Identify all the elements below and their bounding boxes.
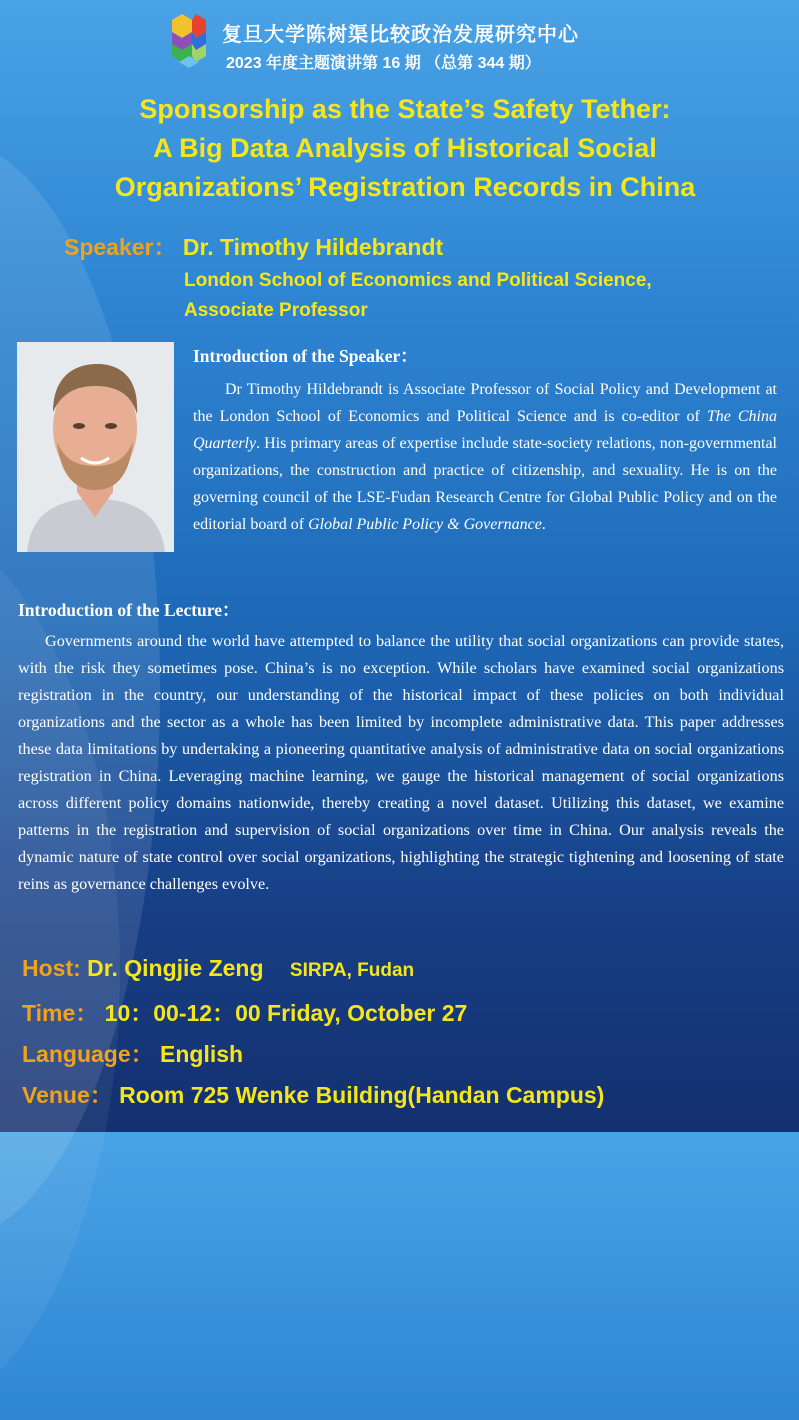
title-line-3: Organizations’ Registration Records in China [114,172,696,202]
time-line [22,995,467,1028]
host-line [22,955,414,982]
journal-title-china-quarterly: The China Quarterly [193,408,777,452]
language-line [22,1036,243,1069]
language-value: English [160,1041,244,1067]
time-label: Time： [22,1000,99,1026]
speaker-introduction-heading: Introduction of the Speaker： [193,346,418,366]
speaker-portrait-icon [17,342,174,552]
header [170,12,730,82]
host-label: Host: [22,955,81,981]
speaker-introduction-text [193,376,777,538]
venue-line [22,1077,604,1110]
lecture-series-number: 2023 年度主题演讲第 16 期 （总第 344 期） [226,55,541,72]
speaker-position: Associate Professor [184,300,368,321]
speaker-name: Dr. Timothy Hildebrandt [182,234,444,260]
lecture-introduction-text: Governments around the world have attempted to balance the utility that social organizations can provide states, with the risk they sometimes pose. China’s is no exception. While scholars have examined social organizations registration in the country, our understanding of the historical impact of these policies on both individual organizations and the sector as a whole has been limited by incomplete administrative data. This paper addresses these data limitations by undertaking a pioneering quantitative analysis of administrative data on social organizations registration in China. Leveraging machine learning, we gauge the historical management of social organizations across different policy domains nationwide, thereby creating a novel dataset. Utilizing this dataset, we examine patterns in the registration and supervision of social organizations over time in China. Our analysis reveals the dynamic nature of state control over social organizations, highlighting the strategic tightening and loosening of state reins as governance challenges evolve. [18,632,784,893]
language-label: Language： [22,1041,154,1067]
speaker-label: Speaker： [64,234,177,260]
speaker-bio-part-2: . His primary areas of expertise include state-society relations, non-governmental organizations, the construction and practice of citizenship, and sexuality. He is on the governing council of the LSE-Fudan Research Centre for Global Public Policy and on the editorial board of [193,435,777,533]
journal-title-gppg: Global Public Policy & Governance [308,516,542,533]
title-line-2: A Big Data Analysis of Historical Social [153,133,657,163]
fudan-center-logo-icon [170,12,210,70]
speaker-line [64,229,443,262]
venue-label: Venue： [22,1082,113,1108]
speaker-introduction [193,343,777,538]
time-value: 10：00-12：00 Friday, October 27 [104,1000,468,1026]
lecture-introduction [18,597,784,898]
speaker-bio-part-1: Dr Timothy Hildebrandt is Associate Professor of Social Policy and Development at the London School of Economics and Political Science and is co-editor of [193,381,777,425]
lecture-introduction-heading: Introduction of the Lecture： [18,600,240,620]
speaker-affiliation: London School of Economics and Political Science, [184,270,652,291]
host-name: Dr. Qingjie Zeng [87,955,264,981]
title-line-1: Sponsorship as the State’s Safety Tether: [139,94,671,124]
venue-value: Room 725 Wenke Building(Handan Campus) [119,1082,605,1108]
speaker-affiliation-block [184,266,784,326]
speaker-bio-part-3: . [541,516,546,533]
host-affiliation: SIRPA, Fudan [289,960,415,981]
speaker-photo [17,342,174,552]
lecture-title [40,90,770,207]
organization-name: 复旦大学陈树渠比较政治发展研究中心 [222,24,579,46]
